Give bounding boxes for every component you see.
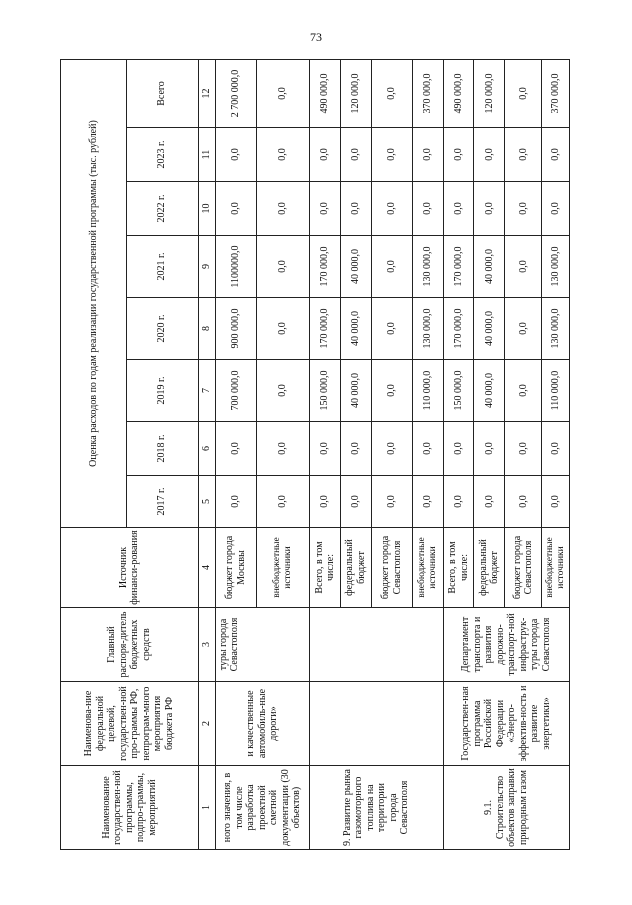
value-cell: 0,0	[256, 422, 309, 476]
federal-program-cell: и качественные автомобиль-ные дороги»	[215, 682, 310, 766]
column-number: 12	[198, 60, 215, 128]
value-cell: 0,0	[474, 476, 505, 528]
column-number: 7	[198, 360, 215, 422]
source-cell: бюджет города Севастополя	[371, 528, 412, 608]
value-cell: 120 000,0	[340, 60, 371, 128]
source-cell: бюджет города Москвы	[215, 528, 256, 608]
value-cell: 0,0	[310, 182, 341, 236]
manager-cell: Департамент транспорта и развития дорожно-транспорт-ной инфраструк-туры города Севастополя	[443, 608, 569, 682]
value-cell: 0,0	[256, 298, 309, 360]
value-cell: 370 000,0	[542, 60, 570, 128]
table-row	[215, 60, 256, 850]
value-cell: 0,0	[412, 422, 443, 476]
value-cell: 0,0	[256, 60, 309, 128]
value-cell: 130 000,0	[542, 236, 570, 298]
value-cell: 0,0	[310, 128, 341, 182]
value-cell: 0,0	[474, 422, 505, 476]
header-source: Источник финанси-рования	[61, 528, 199, 608]
source-cell: внебюджетные источники	[412, 528, 443, 608]
value-cell: 0,0	[443, 128, 474, 182]
program-name-cell: ного значения, в том числе разработка проектной сметной документации (30 объектов)	[215, 766, 310, 850]
value-cell: 40 000,0	[340, 360, 371, 422]
value-cell: 0,0	[474, 182, 505, 236]
value-cell: 0,0	[256, 182, 309, 236]
value-cell: 40 000,0	[340, 298, 371, 360]
source-cell: Всего, в том числе:	[443, 528, 474, 608]
value-cell: 0,0	[371, 298, 412, 360]
column-number: 5	[198, 476, 215, 528]
value-cell: 0,0	[340, 128, 371, 182]
column-number: 4	[198, 528, 215, 608]
header-year: 2020 г.	[126, 298, 198, 360]
column-number: 10	[198, 182, 215, 236]
value-cell: 0,0	[505, 360, 542, 422]
header-year: 2023 г.	[126, 128, 198, 182]
rotated-table-container	[60, 60, 570, 850]
header-year: 2018 г.	[126, 422, 198, 476]
source-cell: бюджет города Севастополя	[505, 528, 542, 608]
value-cell: 0,0	[340, 182, 371, 236]
value-cell: 170 000,0	[443, 298, 474, 360]
value-cell: 0,0	[371, 422, 412, 476]
value-cell: 0,0	[412, 128, 443, 182]
value-cell: 0,0	[256, 236, 309, 298]
source-cell: федеральный бюджет	[340, 528, 371, 608]
value-cell: 40 000,0	[474, 298, 505, 360]
value-cell: 0,0	[371, 360, 412, 422]
value-cell: 370 000,0	[412, 60, 443, 128]
value-cell: 0,0	[371, 476, 412, 528]
value-cell: 0,0	[443, 182, 474, 236]
column-number: 9	[198, 236, 215, 298]
value-cell: 0,0	[412, 182, 443, 236]
header-year: 2017 г.	[126, 476, 198, 528]
value-cell: 0,0	[505, 298, 542, 360]
value-cell: 0,0	[215, 422, 256, 476]
page-number: 73	[310, 30, 322, 44]
value-cell: 490 000,0	[310, 60, 341, 128]
column-number: 6	[198, 422, 215, 476]
value-cell: 0,0	[505, 128, 542, 182]
value-cell: 40 000,0	[474, 360, 505, 422]
value-cell: 490 000,0	[443, 60, 474, 128]
column-number: 11	[198, 128, 215, 182]
value-cell: 0,0	[542, 182, 570, 236]
program-name-cell: 9.1. Строительство объектов заправки природным газом	[443, 766, 569, 850]
header-federal-program: Наименова-ние федеральной целевой, государствен-ной про-граммы РФ, непрограм-много мероприятия бюджета РФ	[61, 682, 199, 766]
value-cell: 40 000,0	[474, 236, 505, 298]
value-cell: 110 000,0	[412, 360, 443, 422]
value-cell: 0,0	[371, 60, 412, 128]
value-cell: 0,0	[443, 476, 474, 528]
value-cell: 0,0	[505, 182, 542, 236]
value-cell: 0,0	[542, 422, 570, 476]
column-number: 8	[198, 298, 215, 360]
value-cell: 130 000,0	[412, 236, 443, 298]
source-cell: внебюджетные источники	[542, 528, 570, 608]
budget-table	[60, 59, 570, 850]
federal-program-cell	[310, 682, 444, 766]
value-cell: 0,0	[371, 182, 412, 236]
source-cell: внебюджетные источники	[256, 528, 309, 608]
column-number: 2	[198, 682, 215, 766]
value-cell: 0,0	[371, 128, 412, 182]
value-cell: 170 000,0	[310, 236, 341, 298]
value-cell: 0,0	[542, 128, 570, 182]
value-cell: 0,0	[371, 236, 412, 298]
value-cell: 1100000,0	[215, 236, 256, 298]
header-year: 2022 г.	[126, 182, 198, 236]
value-cell: 0,0	[412, 476, 443, 528]
value-cell: 0,0	[215, 476, 256, 528]
column-number: 1	[198, 766, 215, 850]
value-cell: 150 000,0	[310, 360, 341, 422]
value-cell: 0,0	[256, 360, 309, 422]
value-cell: 110 000,0	[542, 360, 570, 422]
program-name-cell: 9. Развитие рынка газомоторного топлива на территории города Севастополя	[310, 766, 444, 850]
value-cell: 900 000,0	[215, 298, 256, 360]
value-cell: 0,0	[256, 476, 309, 528]
value-cell: 0,0	[474, 128, 505, 182]
value-cell: 120 000,0	[474, 60, 505, 128]
value-cell: 0,0	[215, 128, 256, 182]
source-cell: Всего, в том числе:	[310, 528, 341, 608]
table-row	[310, 60, 341, 850]
value-cell: 40 000,0	[340, 236, 371, 298]
value-cell: 0,0	[310, 422, 341, 476]
header-estimate: Оценка расходов по годам реализации государственной программы (тыс. рублей)	[61, 60, 127, 528]
value-cell: 0,0	[340, 476, 371, 528]
value-cell: 0,0	[215, 182, 256, 236]
value-cell: 130 000,0	[412, 298, 443, 360]
source-cell: федеральный бюджет	[474, 528, 505, 608]
value-cell: 170 000,0	[310, 298, 341, 360]
value-cell: 0,0	[256, 128, 309, 182]
header-manager: Главный распоря-дитель бюджетных средств	[61, 608, 199, 682]
value-cell: 150 000,0	[443, 360, 474, 422]
value-cell: 0,0	[310, 476, 341, 528]
value-cell: 2 700 000,0	[215, 60, 256, 128]
value-cell: 0,0	[340, 422, 371, 476]
column-numbers-row	[198, 60, 215, 850]
manager-cell	[310, 608, 444, 682]
federal-program-cell: Государствен-ная программа Российской Федерации «Энерго-эффектив-ность и развитие энергетики»	[443, 682, 569, 766]
value-cell: 130 000,0	[542, 298, 570, 360]
value-cell: 0,0	[443, 422, 474, 476]
manager-cell: туры города Севастополя	[215, 608, 310, 682]
value-cell: 700 000,0	[215, 360, 256, 422]
value-cell: 0,0	[542, 476, 570, 528]
value-cell: 170 000,0	[443, 236, 474, 298]
table-row	[443, 60, 474, 850]
header-program-name: Наименование государствен-ной программы, подпро-граммы, мероприятий	[61, 766, 199, 850]
value-cell: 0,0	[505, 422, 542, 476]
header-year: 2021 г.	[126, 236, 198, 298]
column-number: 3	[198, 608, 215, 682]
value-cell: 0,0	[505, 60, 542, 128]
header-total: Всего	[126, 60, 198, 128]
header-year: 2019 г.	[126, 360, 198, 422]
value-cell: 0,0	[505, 476, 542, 528]
value-cell: 0,0	[505, 236, 542, 298]
